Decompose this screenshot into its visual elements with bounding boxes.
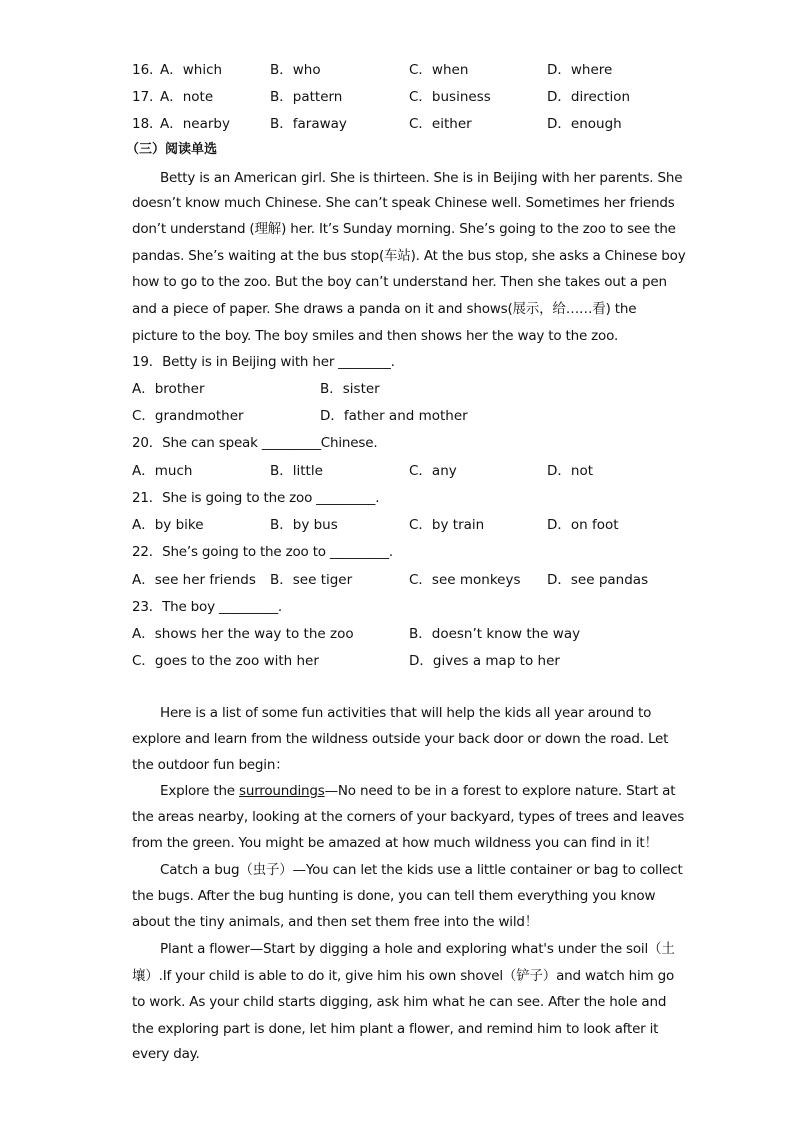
explore-text: —No need to be in a forest to explore nature. Start at xyxy=(324,783,676,799)
passage-line: picture to the boy. The boy smiles and then shows her the way to the zoo. xyxy=(132,328,619,344)
option-b: B．by bus xyxy=(270,517,338,533)
passage-line: about the tiny animals, and then set them free into the wild！ xyxy=(132,914,539,930)
passage-line xyxy=(160,782,675,800)
passage-line: the areas nearby, looking at the corners of your backyard, types of trees and leaves xyxy=(132,809,685,825)
option-b: B．sister xyxy=(320,381,380,397)
passage-line: the outdoor fun begin： xyxy=(132,757,289,773)
option-b: B．see tiger xyxy=(270,572,353,588)
passage-line: Catch a bug（虫子）—You can let the kids use a little container or bag to collect xyxy=(160,862,683,878)
option-c: C．either xyxy=(409,116,472,132)
option-a: A．see her friends xyxy=(132,572,256,588)
option-c: C．when xyxy=(409,62,469,78)
option-a: A．note xyxy=(160,89,214,105)
passage-line: to work. As your child starts digging, ask him what he can see. After the hole and xyxy=(132,994,667,1010)
passage-line: Plant a flower—Start by digging a hole and exploring what's under the soil（土 xyxy=(160,941,675,957)
option-b: B．pattern xyxy=(270,89,343,105)
passage-line: how to go to the zoo. But the boy can’t understand her. Then she takes out a pen xyxy=(132,274,667,290)
option-c: C．goes to the zoo with her xyxy=(132,653,319,669)
underlined-word-surroundings: surroundings xyxy=(239,783,325,799)
question-stem: 20．She can speak _________Chinese. xyxy=(132,435,378,451)
passage-line: the bugs. After the bug hunting is done, you can tell them everything you know xyxy=(132,888,656,904)
option-a: A．much xyxy=(132,463,193,479)
question-stem: 22．She’s going to the zoo to _________. xyxy=(132,544,393,560)
explore-heading: Explore the xyxy=(160,783,239,799)
option-d: D．direction xyxy=(547,89,631,105)
passage-line: Here is a list of some fun activities that will help the kids all year around to xyxy=(160,705,652,721)
passage-line: pandas. She’s waiting at the bus stop(车站). At the bus stop, she asks a Chinese boy xyxy=(132,248,686,264)
option-a: A．shows her the way to the zoo xyxy=(132,626,354,642)
question-number: 18． xyxy=(132,116,163,132)
option-a: A．brother xyxy=(132,381,205,397)
option-c: C．any xyxy=(409,463,457,479)
passage-line: the exploring part is done, let him plant a flower, and remind him to look after it xyxy=(132,1021,659,1037)
question-stem: 19．Betty is in Beijing with her ________. xyxy=(132,354,395,370)
option-b: B．little xyxy=(270,463,323,479)
option-b: B．who xyxy=(270,62,321,78)
option-d: D．not xyxy=(547,463,594,479)
section-title: （三）阅读单选 xyxy=(126,142,218,157)
option-d: D．where xyxy=(547,62,613,78)
option-d: D．see pandas xyxy=(547,572,649,588)
option-d: D．father and mother xyxy=(320,408,468,424)
passage-line: and a piece of paper. She draws a panda on it and shows(展示，给……看) the xyxy=(132,301,637,317)
option-b: B．faraway xyxy=(270,116,347,132)
passage-line: 壤）.If your child is able to do it, give him his own shovel（铲子）and watch him go xyxy=(132,968,675,984)
question-number: 17． xyxy=(132,89,163,105)
option-c: C．see monkeys xyxy=(409,572,521,588)
question-number: 16． xyxy=(132,62,163,78)
option-d: D．enough xyxy=(547,116,622,132)
option-a: A．by bike xyxy=(132,517,204,533)
passage-line: don’t understand (理解) her. It’s Sunday morning. She’s going to the zoo to see the xyxy=(132,221,676,237)
option-c: C．by train xyxy=(409,517,485,533)
passage-line: doesn’t know much Chinese. She can’t speak Chinese well. Sometimes her friends xyxy=(132,195,675,211)
option-a: A．which xyxy=(160,62,223,78)
passage-line: every day. xyxy=(132,1046,200,1062)
passage-line: explore and learn from the wildness outside your back door or down the road. Let xyxy=(132,731,669,747)
passage-line: Betty is an American girl. She is thirteen. She is in Beijing with her parents. She xyxy=(160,170,683,186)
option-b: B．doesn’t know the way xyxy=(409,626,581,642)
option-c: C．grandmother xyxy=(132,408,244,424)
question-stem: 23．The boy _________. xyxy=(132,599,283,615)
option-d: D．on foot xyxy=(547,517,619,533)
option-d: D．gives a map to her xyxy=(409,653,560,669)
option-a: A．nearby xyxy=(160,116,230,132)
option-c: C．business xyxy=(409,89,491,105)
passage-line: from the green. You might be amazed at how much wildness you can find in it！ xyxy=(132,835,658,851)
question-stem: 21．She is going to the zoo _________. xyxy=(132,490,380,506)
